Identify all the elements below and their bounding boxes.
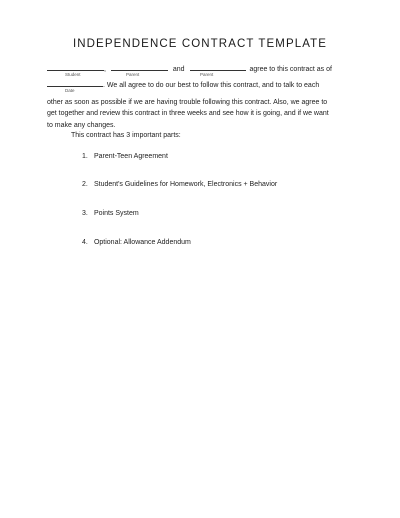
list-number: 3. — [82, 210, 88, 217]
agree-text: agree to this contract as of — [249, 66, 332, 73]
paragraph-line-5: to make any changes. — [47, 121, 116, 129]
paragraph-line-2-text: . We all agree to do our best to follow this contract, and to talk to each — [103, 82, 320, 89]
paragraph-line-3: other as soon as possible if we are having trouble following this contract. Also, we agree to — [47, 98, 328, 106]
list-number: 2. — [82, 181, 88, 188]
list-item-student-guidelines — [82, 181, 277, 188]
list-item-points-system — [82, 210, 139, 217]
list-item-label: Student's Guidelines for Homework, Electronics + Behavior — [93, 181, 278, 188]
student-label: Student — [65, 72, 81, 77]
list-item-parent-teen-agreement — [82, 153, 168, 160]
list-item-label: Parent-Teen Agreement — [93, 153, 168, 160]
comma-text: , — [104, 66, 106, 73]
student-blank[interactable] — [47, 62, 104, 71]
date-label: Date — [65, 88, 75, 93]
signatories-line — [47, 62, 332, 73]
paragraph-line-4: get together and review this contract in three weeks and see how it is going, and if we want — [47, 110, 329, 117]
parts-intro: This contract has 3 important parts: — [71, 132, 181, 139]
agreement-paragraph — [47, 78, 357, 131]
parent2-blank[interactable] — [190, 62, 246, 71]
document-title: INDEPENDENCE CONTRACT TEMPLATE — [72, 38, 328, 50]
parent1-blank[interactable] — [111, 62, 168, 71]
list-number: 1. — [82, 153, 88, 160]
paragraph-line-2 — [47, 78, 357, 92]
and-text: and — [172, 66, 185, 73]
parent2-label: Parent — [200, 72, 214, 77]
list-number: 4. — [82, 239, 88, 246]
list-item-label: Points System — [93, 210, 139, 217]
date-blank[interactable] — [47, 78, 103, 87]
list-item-allowance-addendum — [82, 239, 191, 246]
parent1-label: Parent — [126, 72, 140, 77]
list-item-label: Optional: Allowance Addendum — [93, 239, 191, 246]
